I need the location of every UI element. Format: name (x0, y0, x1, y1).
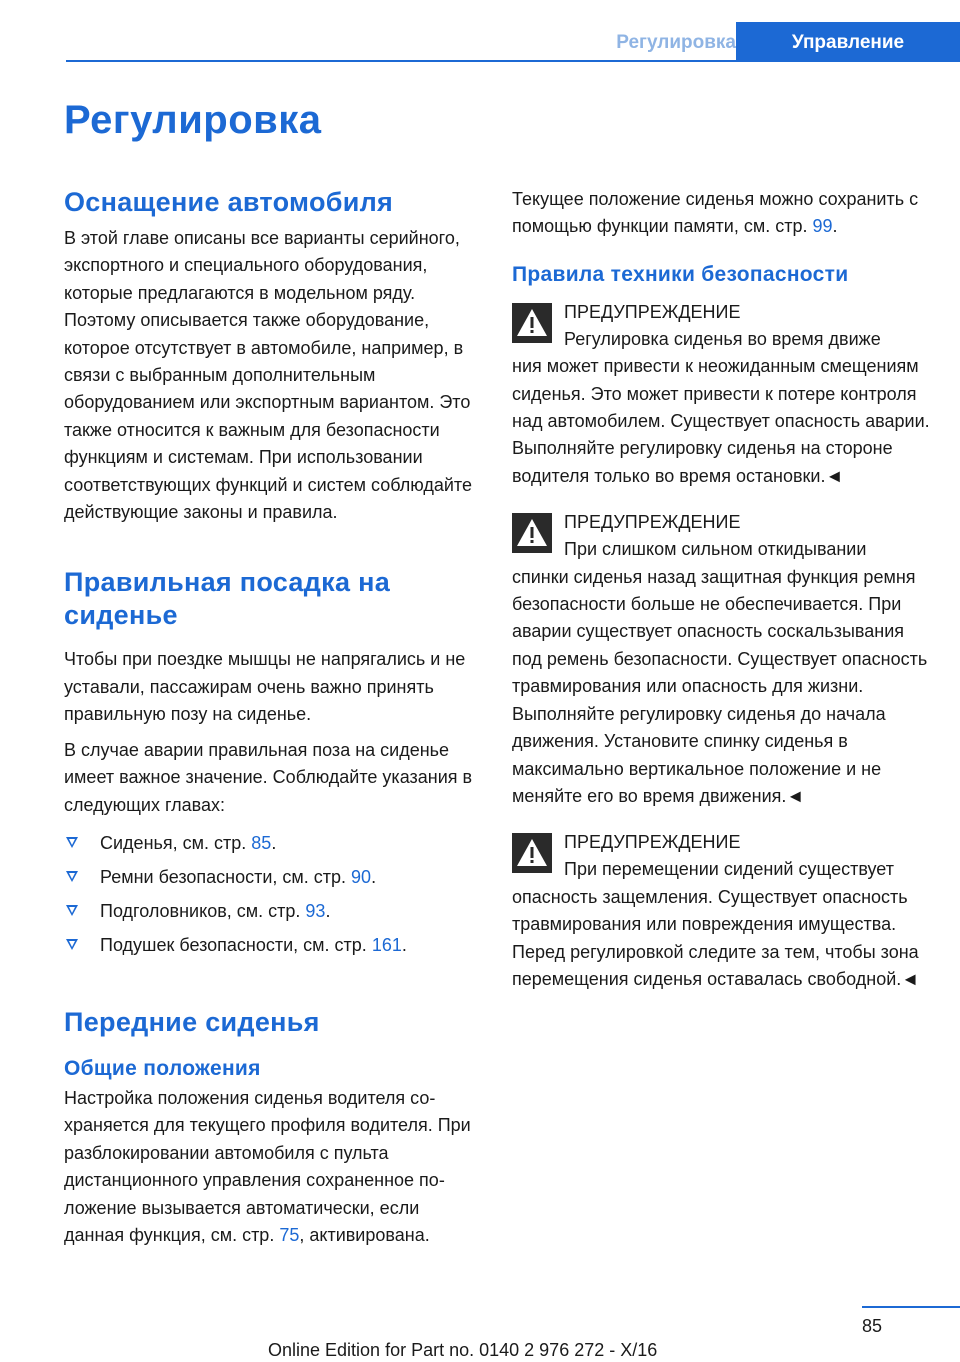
warning-label: ПРЕДУПРЕЖДЕНИЕ (564, 832, 741, 853)
warning-triangle-icon (512, 833, 552, 873)
paragraph-memory: Текущее положение сиденья можно сохранить с помощью функции памяти, см. стр. 99. (512, 189, 919, 237)
triangle-bullet-icon (66, 939, 78, 950)
page-link-75[interactable]: 75 (279, 1224, 300, 1245)
warning-text-first: Регулировка сиденья во время движе (564, 328, 881, 349)
heading-equipment: Оснащение автомобиля (64, 187, 394, 217)
page-number: 85 (862, 1316, 883, 1336)
page-link-85[interactable]: 85 (251, 832, 272, 853)
heading-safety: Правила техники безопасности (512, 262, 849, 286)
triangle-bullet-icon (66, 905, 78, 916)
list-item: Ремни безопасности, см. стр. 90. (64, 864, 479, 898)
header-bar (66, 22, 960, 62)
footer-divider (862, 1306, 960, 1308)
page-link-93[interactable]: 93 (305, 900, 326, 921)
list-item: Подголовников, см. стр. 93. (64, 898, 479, 932)
paragraph-posture-2: В случае аварии правильная поза на сиденье имеет важное значение. Соблюдайте указания в следующих главах: (64, 739, 473, 815)
paragraph-positions: Настройка положения сиденья водителя сохраняется для текущего профиля водителя. При разблокировании автомобиля с пульта дистанционного управления сохраненное положение вызывается автоматически, если данная функция, см. стр. 75, активирована. (64, 1087, 471, 1245)
warning-triangle-icon (512, 303, 552, 343)
reference-list (64, 830, 479, 966)
warning-text: спинки сиденья назад защитная функция ремня безопасности больше не обеспечивается. При аварии существует опасность соскальзывания под ремень безопасности. Существует опасность травмирования или опасность для жизни. Выполняйте регулировку сиденья до начала движения. Установите спинку сиденья в максимально вертикальное положение и не меняйте его во время движения.◄ (512, 566, 928, 806)
heading-general-positions: Общие положения (64, 1056, 261, 1080)
list-item: Подушек безопасности, см. стр. 161. (64, 932, 479, 966)
page-title: Регулировка (64, 98, 322, 142)
warning-block (512, 829, 930, 993)
triangle-bullet-icon (66, 837, 78, 848)
warning-text: опасность защемления. Существует опасность травмирования или повреждения имущества. Перед регулировкой следите за тем, чтобы зона перемещения сиденья оставалась свободной.◄ (512, 886, 920, 989)
paragraph-equipment: В этой главе описаны все варианты серийного, экспортного и специального оборудования, которые предлагаются в модельном ряду. Поэтому описывается также оборудование, которое отсутствует в автомобиле, например, в связи с выбранным дополнительным оборудованием или экспортным вариантом. Это также относится к важным для безопасности функциям и системам. При использовании соответствующих функций и систем соблюдайте действующие законы и правила. (64, 228, 472, 523)
warning-block (512, 299, 930, 490)
page-link-161[interactable]: 161 (371, 934, 402, 955)
heading-posture: Правильная посадка на сиденье (64, 567, 391, 631)
warning-triangle-icon (512, 513, 552, 553)
list-item: Сиденья, см. стр. 85. (64, 830, 479, 864)
warning-label: ПРЕДУПРЕЖДЕНИЕ (564, 512, 741, 533)
heading-front-seats: Передние сиденья (64, 1006, 320, 1037)
left-column (64, 186, 479, 1249)
warning-text-first: При перемещении сидений существует (564, 859, 894, 880)
page-link-90[interactable]: 90 (351, 866, 372, 887)
warning-text-first: При слишком сильном откидывании (564, 539, 867, 560)
triangle-bullet-icon (66, 871, 78, 882)
warning-label: ПРЕДУПРЕЖДЕНИЕ (564, 301, 741, 322)
edition-note: Online Edition for Part no. 0140 2 976 272 - X/16 (268, 1340, 658, 1360)
section-tab[interactable]: Регулировка (616, 32, 736, 53)
chapter-tab[interactable]: Управление (736, 22, 960, 62)
page-link-99[interactable]: 99 (812, 216, 833, 237)
right-column (512, 186, 930, 993)
warning-text: ния может привести к неожиданным смещениям сиденья. Это может привести к потере контроля над автомобилем. Существует опасность аварии. Выполняйте регулировку сиденья на стороне водителя только во время остановки.◄ (512, 356, 930, 486)
paragraph-posture-1: Чтобы при поездке мышцы не напрягались и не уставали, пассажирам очень важно принять правильную позу на сиденье. (64, 649, 466, 725)
warning-block (512, 509, 930, 810)
